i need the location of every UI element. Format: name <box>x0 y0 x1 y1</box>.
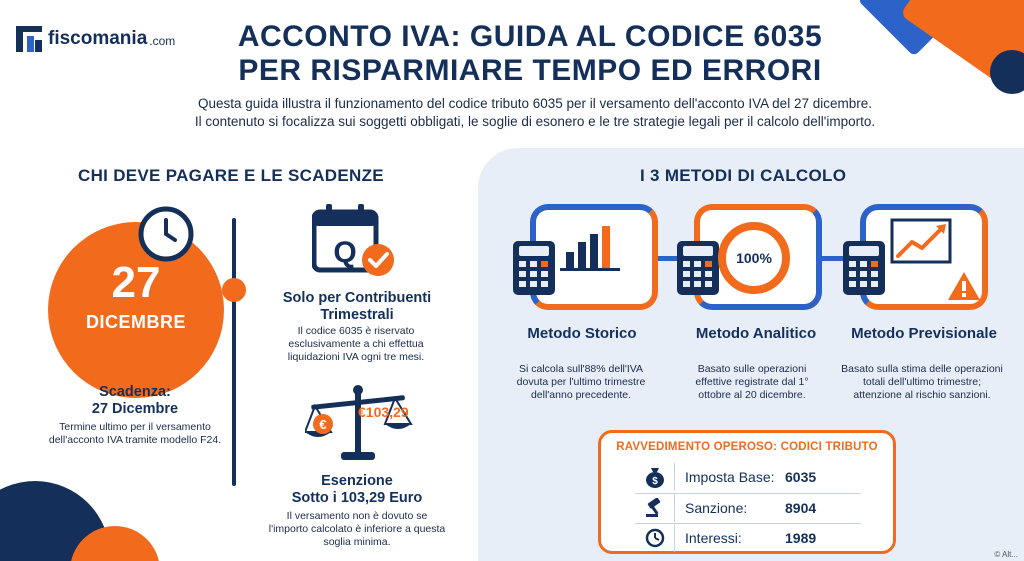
warning-icon <box>946 270 982 302</box>
deadline-text: Termine ultimo per il versamento dell'acconto IVA tramite modello F24. <box>48 421 222 446</box>
method-name-storico: Metodo Storico <box>527 325 637 342</box>
subtitle-line-1: Questa guida illustra il funzionamento del codice tributo 6035 per il versamento dell'acconto IVA del 27 dicembre. <box>198 96 872 111</box>
row-label: Interessi: <box>685 529 742 546</box>
date-day: 27 <box>111 258 161 307</box>
gavel-icon <box>635 494 675 522</box>
bar-chart-icon <box>560 220 624 272</box>
clock-icon <box>635 524 675 552</box>
calculator-icon <box>676 240 720 296</box>
section-heading-methods: I 3 METODI DI CALCOLO <box>640 166 847 185</box>
method-desc-analitico: Basato sulle operazioni effettive registrate dal 1° ottobre al 20 dicembre. <box>695 363 809 401</box>
quarterly-heading-line-2: Trimestrali <box>320 307 394 323</box>
ravvedimento-box <box>598 430 896 554</box>
table-row <box>635 523 861 551</box>
clock-icon <box>138 206 194 262</box>
brand-tld: .com <box>149 34 176 48</box>
method-desc-previsionale: Basato sulla stima delle operazioni totali dell'ultimo trimestre; attenzione al rischio sanzioni. <box>841 363 1003 401</box>
subtitle-line-2: Il contenuto si focalizza sui soggetti obbligati, le soglie di esonero e le tre strategie legali per il calcolo dell'importo. <box>194 114 876 129</box>
calendar-letter: Q <box>333 236 357 269</box>
table-row <box>635 493 861 521</box>
scale-coin-symbol: € <box>319 417 327 432</box>
row-code: 8904 <box>785 499 817 516</box>
title-line-2: PER RISPARMIARE TEMPO ED ERRORI <box>238 54 822 87</box>
deadline-heading-line-2: 27 Dicembre <box>91 401 179 417</box>
quarterly-heading <box>262 290 452 324</box>
deadline-heading <box>40 384 230 418</box>
table-row <box>635 463 861 491</box>
row-label: Imposta Base: <box>685 469 775 485</box>
trend-up-icon <box>890 218 956 268</box>
exemption-heading-line-1: Esenzione <box>321 473 393 489</box>
row-code: 1989 <box>785 529 817 546</box>
image-credit: © Alt... <box>994 550 1018 559</box>
method-name-previsionale: Metodo Previsionale <box>851 325 997 342</box>
deadline-heading-line-1: Scadenza: <box>99 384 171 400</box>
ravvedimento-heading: RAVVEDIMENTO OPEROSO: CODICI TRIBUTO <box>616 441 878 453</box>
money-bag-icon <box>635 463 675 491</box>
timeline-line <box>232 218 236 486</box>
calculator-icon <box>842 240 886 296</box>
scale-amount: €103,29 <box>358 404 409 420</box>
scale-icon <box>305 384 415 464</box>
row-label: Sanzione: <box>685 499 748 516</box>
method-name-analitico: Metodo Analitico <box>695 325 817 342</box>
calculator-icon <box>512 240 556 296</box>
percent-ring-icon <box>718 222 790 294</box>
svg-text:$: $ <box>651 476 658 487</box>
brand-logo[interactable] <box>16 26 175 52</box>
exemption-heading <box>262 473 452 507</box>
timeline-dot <box>222 278 246 302</box>
quarterly-text: Il codice 6035 è riservato esclusivamente a chi effettua liquidazioni IVA ogni tre mesi. <box>287 325 425 363</box>
section-heading-who-pays: CHI DEVE PAGARE E LE SCADENZE <box>78 166 384 185</box>
date-month: DICEMBRE <box>85 312 186 332</box>
calendar-quarterly-icon <box>312 204 398 280</box>
brand-name: fiscomania <box>48 28 148 49</box>
logo-mark-icon <box>16 26 42 52</box>
quarterly-heading-line-1: Solo per Contribuenti <box>282 290 432 306</box>
page-subtitle <box>150 95 920 131</box>
page-title <box>180 20 880 88</box>
row-code: 6035 <box>785 469 817 485</box>
percent-ring-label: 100% <box>736 250 772 266</box>
deadline-date-circle <box>48 222 224 398</box>
title-line-1: ACCONTO IVA: GUIDA AL CODICE 6035 <box>237 20 823 53</box>
method-desc-storico: Si calcola sull'88% dell'IVA dovuta per l'ultimo trimestre dell'anno precedente. <box>516 363 646 401</box>
exemption-text: Il versamento non è dovuto se l'importo calcolato è inferiore a questa soglia minima. <box>268 510 446 548</box>
exemption-heading-line-2: Sotto i 103,29 Euro <box>291 490 423 506</box>
decor-navy-circle <box>990 50 1024 94</box>
